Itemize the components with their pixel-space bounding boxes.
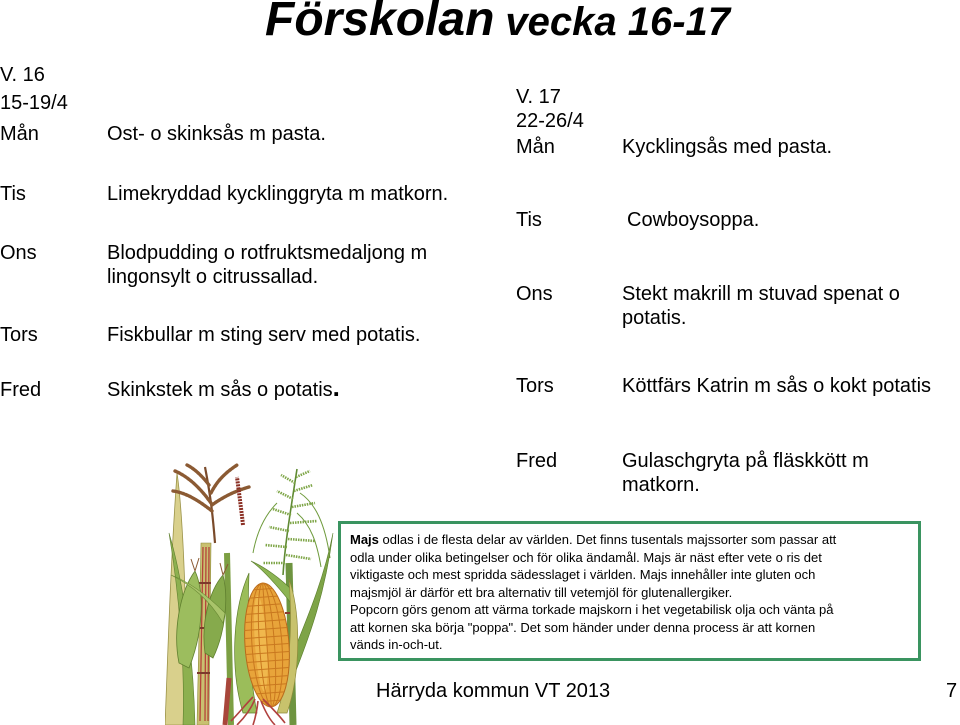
meal-line: Kycklingsås med pasta. <box>622 136 833 158</box>
corn-plant-illustration <box>165 463 335 725</box>
info-line-text: odlas i de flesta delar av världen. Det finns tusentals majssorter som passar att <box>378 532 837 547</box>
page-title-main: Förskolan <box>265 0 495 46</box>
info-line: majsmjöl är därför ett bra alternativ till vetemjöl för glutenallergiker. <box>350 584 733 600</box>
meal-thursday <box>622 374 931 398</box>
day-label-tuesday: Tis <box>0 183 26 205</box>
meal-tuesday <box>107 182 448 206</box>
week-17-dates: 22-26/4 <box>516 110 584 132</box>
meal-line: Stekt makrill m stuvad spenat o <box>622 283 900 305</box>
info-line: Popcorn görs genom att värma torkade majskorn i het vegetabilisk olja och vänta på <box>350 602 834 617</box>
info-line: vänds in-och-ut. <box>350 637 443 652</box>
brown-tassel <box>173 465 249 543</box>
meal-line: Blodpudding o rotfruktsmedaljong m <box>107 242 428 264</box>
meal-wednesday <box>107 241 427 289</box>
week-17-label: V. 17 <box>516 86 561 108</box>
meal-friday <box>107 372 340 402</box>
info-line: viktigaste och mest spridda sädesslaget i världen. Majs innehåller inte gluten och <box>350 567 816 582</box>
page-title-weeks: vecka 16-17 <box>505 0 731 44</box>
meal-end-period: . <box>332 372 340 402</box>
footer-organization: Härryda kommun VT 2013 <box>376 680 611 702</box>
meal-tuesday <box>627 208 759 232</box>
meal-line: Limekryddad kycklinggryta m matkorn. <box>107 183 449 205</box>
meal-line: Ost- o skinksås m pasta. <box>107 123 326 145</box>
meal-monday <box>107 122 326 146</box>
page-title <box>265 0 730 51</box>
day-label-friday: Fred <box>516 450 558 472</box>
meal-line: potatis. <box>622 307 687 329</box>
meal-line: lingonsylt o citrussallad. <box>107 266 319 288</box>
meal-thursday <box>107 323 420 347</box>
meal-friday <box>622 449 869 497</box>
meal-line: Köttfärs Katrin m sås o kokt potatis <box>622 375 932 397</box>
day-label-friday: Fred <box>0 379 42 401</box>
day-label-wednesday: Ons <box>516 283 553 305</box>
day-label-thursday: Tors <box>516 375 554 397</box>
day-label-wednesday: Ons <box>0 242 37 264</box>
corn-info-box <box>338 521 921 661</box>
week-16-label: V. 16 <box>0 64 45 86</box>
red-seed-spike <box>237 477 243 525</box>
day-label-tuesday: Tis <box>516 209 542 231</box>
meal-line: Skinkstek m sås o potatis <box>107 379 333 401</box>
meal-line: Gulaschgryta på fläskkött m <box>622 450 869 472</box>
info-lead: Majs <box>350 532 379 547</box>
page-number: 7 <box>946 680 958 702</box>
meal-line: Cowboysoppa. <box>627 209 760 231</box>
info-line: att kornen ska börja "poppa". Det som händer under denna process är att kornen <box>350 619 816 635</box>
meal-wednesday <box>622 282 900 330</box>
week-16-dates: 15-19/4 <box>0 92 68 114</box>
meal-line: Fiskbullar m sting serv med potatis. <box>107 324 421 346</box>
green-tassel <box>253 469 330 575</box>
info-line <box>350 531 918 549</box>
meal-line: matkorn. <box>622 474 700 496</box>
day-label-monday: Mån <box>516 136 555 158</box>
info-line: odla under olika betingelser och för olika ändamål. Majs är näst efter vete o ris det <box>350 549 822 565</box>
day-label-thursday: Tors <box>0 324 38 346</box>
day-label-monday: Mån <box>0 123 39 145</box>
meal-monday <box>622 135 832 159</box>
